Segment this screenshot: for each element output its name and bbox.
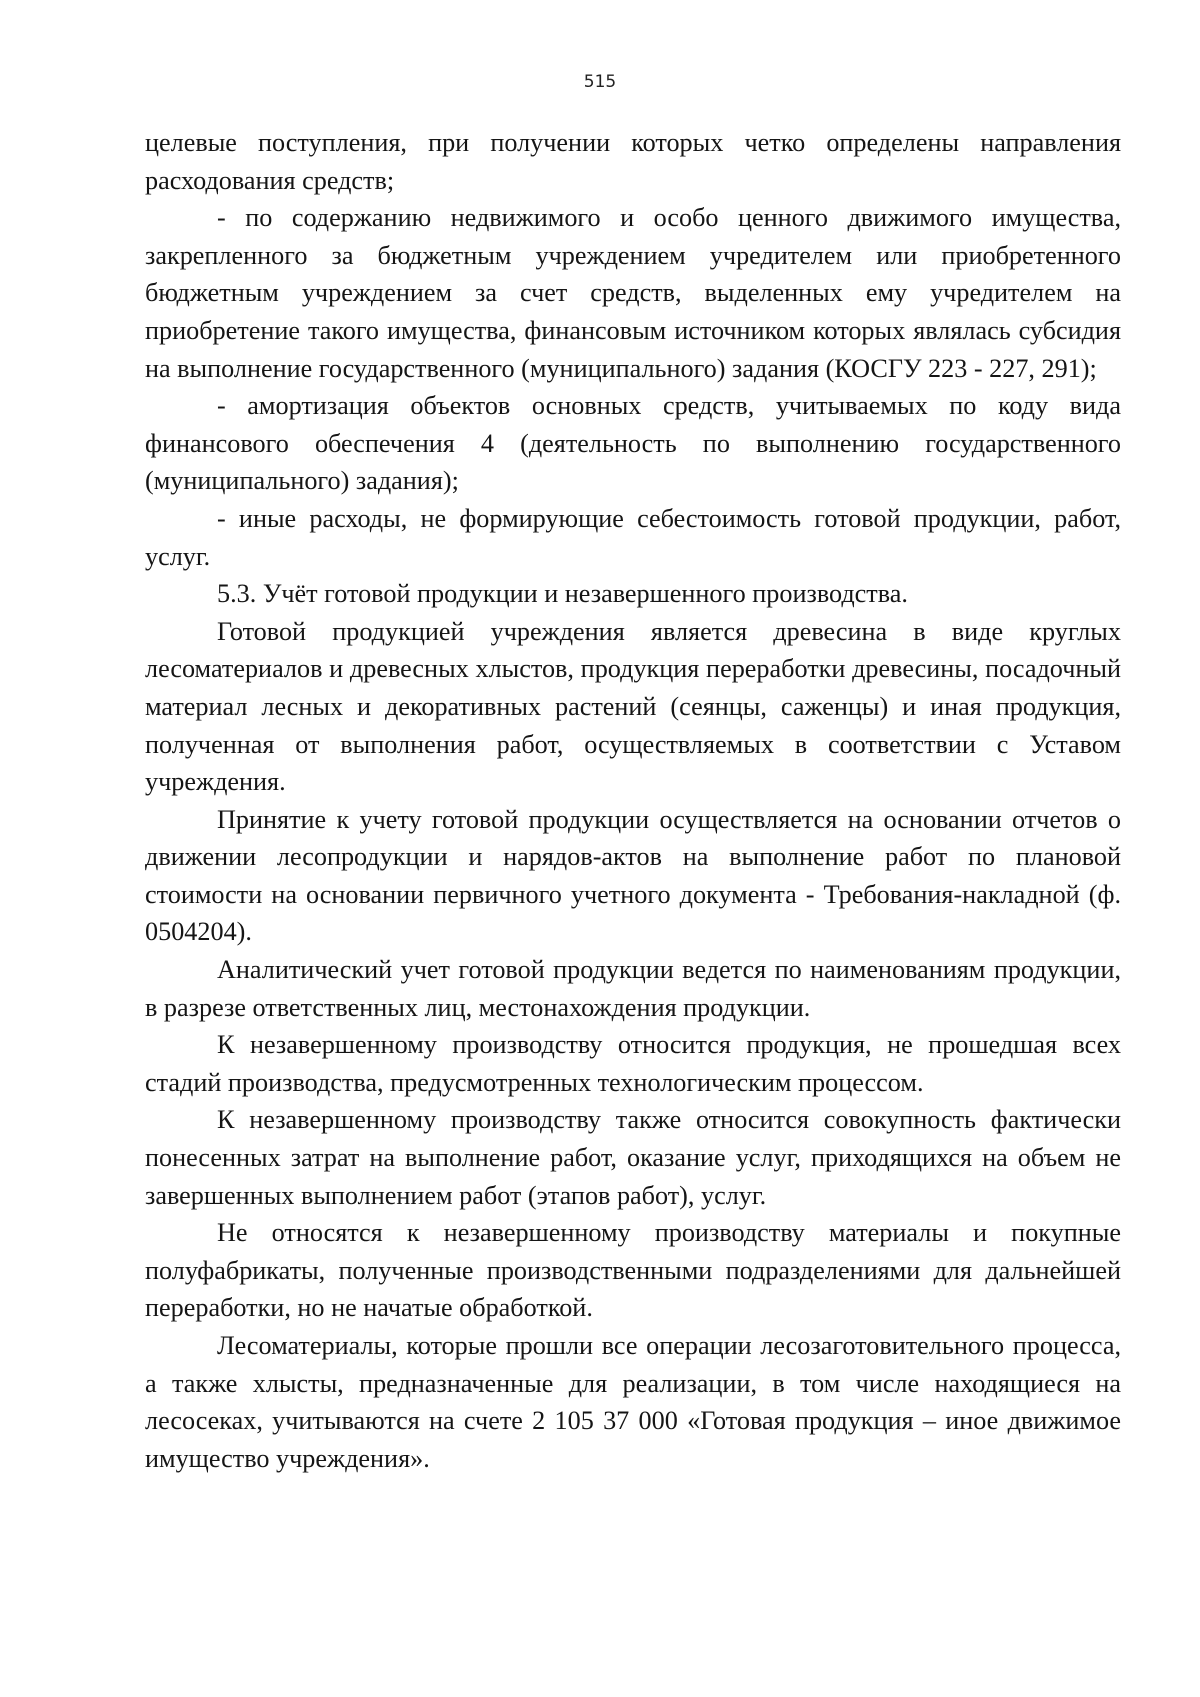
paragraph-continuation: целевые поступления, при получении которых четко определены направления расходования средств; xyxy=(145,128,1121,195)
section-heading-5-3: 5.3. Учёт готовой продукции и незавершенного производства. xyxy=(217,579,908,609)
page-number: 515 xyxy=(583,72,617,92)
paragraph-work-in-progress: К незавершенному производству относится продукция, не прошедшая всех стадий производства, предусмотренных технологическим процессом. xyxy=(145,1030,1121,1097)
document-body xyxy=(145,124,1121,1477)
paragraph-product-acceptance: Принятие к учету готовой продукции осуществляется на основании отчетов о движении лесопродукции и нарядов-актов на выполнение работ по плановой стоимости на основании первичного учетного документа - Требования-накладной (ф. 0504204). xyxy=(145,804,1121,947)
paragraph-not-wip: Не относятся к незавершенному производству материалы и покупные полуфабрикаты, полученные производственными подразделениями для дальнейшей переработки, но не начатые обработкой. xyxy=(145,1218,1121,1323)
paragraph-timber-account: Лесоматериалы, которые прошли все операции лесозаготовительного процесса, а также хлысты, предназначенные для реализации, в том числе находящиеся на лесосеках, учитываются на счете 2 105 37 000 «Готовая продукция – иное движимое имущество учреждения». xyxy=(145,1331,1121,1473)
paragraph-depreciation: - амортизация объектов основных средств, учитываемых по коду вида финансового обеспечения 4 (деятельность по выполнению государственного (муниципального) задания); xyxy=(145,391,1121,496)
paragraph-finished-products: Готовой продукцией учреждения является древесина в виде круглых лесоматериалов и древесных хлыстов, продукция переработки древесины, посадочный материал лесных и декоративных растений (сеянцы, саженцы) и иная продукция, полученная от выполнения работ, осуществляемых в соответствии с Уставом учреждения. xyxy=(145,616,1121,797)
paragraph-other-expenses: - иные расходы, не формирующие себестоимость готовой продукции, работ, услуг. xyxy=(145,503,1121,571)
paragraph-analytical-accounting: Аналитический учет готовой продукции ведется по наименованиям продукции, в разрезе ответственных лиц, местонахождения продукции. xyxy=(145,955,1121,1022)
paragraph-wip-costs: К незавершенному производству также относится совокупность фактически понесенных затрат на выполнение работ, оказание услуг, приходящихся на объем не завершенных выполнением работ (этапов работ), услуг. xyxy=(145,1105,1121,1210)
paragraph-property-maintenance: - по содержанию недвижимого и особо ценного движимого имущества, закрепленного за бюджетным учреждением учредителем или приобретенного бюджетным учреждением за счет средств, выделенных ему учредителем на приобретение такого имущества, финансовым источником которых являлась субсидия на выполнение государственного (муниципального) задания (КОСГУ 223 - 227, 291); xyxy=(145,203,1121,383)
